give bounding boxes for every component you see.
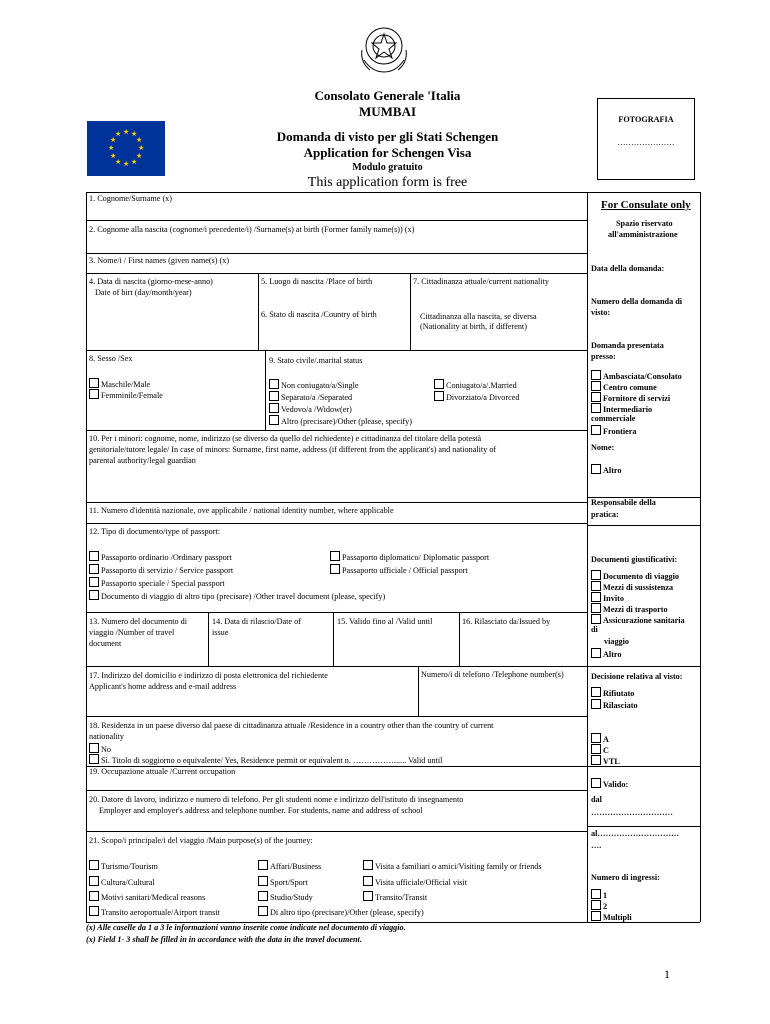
form-free-it: Modulo gratuito [352, 162, 423, 173]
svg-text:★: ★ [108, 144, 115, 152]
field-residence-label-2: nationality [89, 732, 125, 741]
marital-widow-text: Vedovo/a /Widow(er) [281, 405, 352, 414]
sidebar-border-option[interactable] [591, 425, 637, 438]
sidebar-other-checkbox[interactable] [591, 464, 601, 474]
marital-divorced-option[interactable] [434, 391, 519, 404]
sidebar-name: Nome: [591, 443, 615, 452]
sidebar-embassy-checkbox[interactable] [591, 370, 601, 380]
field-birth-country-label: 6. Stato di nascita /Country of birth [261, 310, 377, 319]
svg-text:★: ★ [110, 152, 117, 160]
sidebar-officer-2: pratica: [591, 510, 619, 519]
photo-dots: ………………… [617, 137, 675, 147]
field-issued-by-label: 16. Rilasciato da/Issued by [462, 617, 551, 626]
sidebar-issued-text: Rilasciato [603, 701, 638, 710]
form-title-en: Application for Schengen Visa [303, 145, 472, 160]
svg-text:★: ★ [136, 136, 143, 144]
marital-other-option[interactable] [269, 415, 412, 428]
sex-female-checkbox[interactable] [89, 389, 99, 399]
field-address-label: 17. Indirizzo del domicilio e indirizzo di posta elettronica del richiedente [89, 671, 328, 680]
marital-widow-checkbox[interactable] [269, 403, 279, 413]
residence-yes-option[interactable] [89, 754, 442, 767]
doc-other-option[interactable] [89, 590, 385, 603]
field-document-type-label: 12. Tipo di documento/type of passport: [89, 527, 220, 536]
field-nationality-label: 7. Cittadinanza attuale/current nationality [413, 277, 549, 286]
photo-box[interactable] [597, 98, 695, 180]
sidebar-entries-1-text: 1 [603, 891, 608, 900]
sidebar-refused-text: Rifiutato [603, 689, 635, 698]
sidebar-intermediary-2: commerciale [591, 414, 636, 423]
field-occupation-label: 19. Occupazione attuale /Current occupation [89, 767, 236, 776]
purpose-family-checkbox[interactable] [363, 860, 373, 870]
purpose-cultural-text: Cultura/Cultural [101, 878, 155, 887]
sidebar-other-option[interactable] [591, 464, 622, 477]
footnote-en: (x) Field 1- 3 shall be filled in in accordance with the data in the travel document. [86, 935, 362, 944]
sidebar-submitted: Domanda presentata [591, 341, 664, 350]
svg-text:★: ★ [138, 144, 145, 152]
sidebar-service-provider-text: Fornitore di servizi [603, 394, 671, 403]
doc-official-text: Passaporto ufficiale / Official passport [342, 566, 468, 575]
residence-no-text: No [101, 745, 112, 754]
sidebar-valid-from: dal [591, 795, 602, 804]
sidebar-application-number-2: visto: [591, 308, 611, 317]
field-marital-label: 9. Stato civile/.marital status [269, 356, 363, 365]
svg-text:★: ★ [131, 158, 138, 166]
form-title-it: Domanda di visto per gli Stati Schengen [276, 129, 499, 144]
doc-special-text: Passaporto speciale / Special passport [101, 579, 225, 588]
field-employer-label: 20. Datore di lavoro, indirizzo e numero di telefono. Per gli studenti nome e indirizzo dell'istituto di insegnamento [89, 795, 464, 804]
sidebar-application-date: Data della domanda: [591, 264, 665, 273]
doc-diplomatic-option[interactable] [330, 551, 489, 564]
marital-other-text: Altro (precisare)/Other (please, specify) [281, 417, 412, 426]
sidebar-transport-checkbox[interactable] [591, 603, 601, 613]
purpose-sport-text: Sport/Sport [270, 878, 308, 887]
field-sex-label: 8. Sesso /Sex [89, 354, 133, 363]
field-phone-label: Numero/i di telefono /Telephone number(s) [421, 670, 564, 679]
svg-text:★: ★ [123, 160, 130, 168]
sidebar-invite-text: Invito [603, 594, 624, 603]
doc-official-checkbox[interactable] [330, 564, 340, 574]
sidebar-issued-checkbox[interactable] [591, 699, 601, 709]
sidebar-entries-multi-option[interactable] [591, 911, 632, 924]
footnote-it: (x) Alle caselle da 1 a 3 le informazioni vanno inserite come indicate nel documento di viaggio. [86, 923, 406, 932]
field-surname-label: 1. Cognome/Surname (x) [89, 194, 172, 203]
sidebar-visa-vtl-option[interactable] [591, 755, 620, 768]
purpose-transit-checkbox[interactable] [363, 891, 373, 901]
purpose-medical-option[interactable] [89, 891, 205, 904]
purpose-cultural-checkbox[interactable] [89, 876, 99, 886]
purpose-family-text: Visita a familiari o amici/Visiting family or friends [375, 862, 542, 871]
purpose-official-text: Visita ufficiale/Official visit [375, 878, 467, 887]
purpose-official-checkbox[interactable] [363, 876, 373, 886]
sidebar-docs-other-text: Altro [603, 650, 622, 659]
sidebar-valid-to: al………………………… [591, 829, 680, 838]
purpose-medical-checkbox[interactable] [89, 891, 99, 901]
marital-other-checkbox[interactable] [269, 415, 279, 425]
field-nationality-birth-label-en: (Nationality at birth, if different) [420, 322, 527, 331]
sidebar-insurance-2: di [591, 625, 598, 634]
doc-diplomatic-text: Passaporto diplomatico/ Diplomatic passport [342, 553, 490, 562]
sidebar-insurance-text: Assicurazione sanitaria [603, 616, 685, 625]
purpose-study-text: Studio/Study [270, 893, 313, 902]
marital-divorced-checkbox[interactable] [434, 391, 444, 401]
purpose-sport-option[interactable] [258, 876, 308, 889]
sidebar-title: For Consulate only [601, 199, 691, 211]
purpose-airport-transit-text: Transito aeroportuale/Airport transit [101, 908, 220, 917]
sidebar-submitted-2: presso: [591, 352, 616, 361]
marital-widow-option[interactable] [269, 403, 352, 416]
purpose-tourism-text: Turismo/Tourism [101, 862, 158, 871]
doc-service-checkbox[interactable] [89, 564, 99, 574]
svg-text:★: ★ [110, 136, 117, 144]
sidebar-application-number: Numero della domanda di [591, 297, 683, 306]
purpose-sport-checkbox[interactable] [258, 876, 268, 886]
purpose-airport-transit-checkbox[interactable] [89, 906, 99, 916]
sidebar-visa-vtl-checkbox[interactable] [591, 755, 601, 765]
marital-married-checkbox[interactable] [434, 379, 444, 389]
sidebar-valid-option[interactable] [591, 778, 628, 791]
field-issue-date-label-2: issue [212, 628, 229, 637]
doc-ordinary-text: Passaporto ordinario /Ordinary passport [101, 553, 232, 562]
sidebar-entries: Numero di ingressi: [591, 873, 660, 882]
purpose-cultural-option[interactable] [89, 876, 155, 889]
sidebar-insurance-3: viaggio [604, 637, 630, 646]
residence-no-checkbox[interactable] [89, 743, 99, 753]
sidebar-valid-to-dots: …. [591, 841, 602, 850]
field-issue-date-label: 14. Data di rilascio/Date of [212, 617, 301, 626]
page-number: 1 [664, 967, 670, 981]
purpose-business-checkbox[interactable] [258, 860, 268, 870]
sidebar-border-checkbox[interactable] [591, 425, 601, 435]
field-birthplace-label: 5. Luogo di nascita /Place of birth [261, 277, 373, 286]
sidebar-valid-from-dots: ………………………… [591, 808, 673, 817]
field-residence-label: 18. Residenza in un paese diverso dal paese di cittadinanza attuale /Residence in a country other than the country of current [89, 721, 494, 730]
sidebar-refused-option[interactable] [591, 687, 634, 700]
purpose-business-option[interactable] [258, 860, 321, 873]
field-purpose-label: 21. Scopo/i principale/i del viaggio /Main purpose(s) of the journey: [89, 836, 313, 845]
doc-service-option[interactable] [89, 564, 233, 577]
sidebar-entries-2-text: 2 [603, 902, 608, 911]
sidebar-reserved-2: all'amministrazione [608, 230, 678, 239]
sidebar-entries-1-checkbox[interactable] [591, 889, 601, 899]
doc-special-checkbox[interactable] [89, 577, 99, 587]
sidebar-common-centre-text: Centro comune [603, 383, 657, 392]
sidebar-documents: Documenti giustificativi: [591, 555, 678, 564]
sidebar-reserved: Spazio riservato [616, 219, 673, 228]
purpose-official-option[interactable] [363, 876, 467, 889]
residence-yes-checkbox[interactable] [89, 754, 99, 764]
sidebar-valid-text: Valido: [603, 780, 629, 789]
purpose-medical-text: Motivi sanitari/Medical reasons [101, 893, 206, 902]
sex-female-option[interactable] [89, 389, 163, 402]
sex-male-text: Maschile/Male [101, 380, 151, 389]
residence-yes-text: Sì. Titolo di soggiorno o equivalente/ Yes, Residence permit or equivalent n. ……………...... Valid until [101, 756, 443, 765]
sidebar-invite-checkbox[interactable] [591, 592, 601, 602]
field-doc-number-label: 13. Numero del documento di [89, 617, 188, 626]
field-valid-until-label: 15. Valido fino al /Valid until [337, 617, 433, 626]
sidebar-visa-vtl-text: VTL [603, 757, 620, 766]
marital-single-option[interactable] [269, 379, 359, 392]
sidebar-means-text: Mezzi di sussistenza [603, 583, 674, 592]
purpose-business-text: Affari/Business [270, 862, 322, 871]
marital-separated-text: Separato/a /Separated [281, 393, 353, 402]
field-employer-label-2: Employer and employer's address and telephone number. For students, name and address of school [99, 806, 423, 815]
consulate-city: MUMBAI [358, 104, 417, 119]
sidebar-visa-c-text: C [603, 746, 609, 755]
sex-male-checkbox[interactable] [89, 378, 99, 388]
field-minors-label-2: genitoriale/tutore legale/ In case of minors: Surname, first name, address (if different from the applicant's) and nationality of [89, 445, 497, 454]
sidebar-embassy-text: Ambasciata/Consolato [603, 372, 682, 381]
purpose-other-text: Di altro tipo (precisare)/Other (please, specify) [270, 908, 424, 917]
svg-text:★: ★ [136, 152, 143, 160]
sidebar-visa-c-checkbox[interactable] [591, 744, 601, 754]
field-minors-label-3: parental authority/legal guardian [89, 456, 196, 465]
doc-other-checkbox[interactable] [89, 590, 99, 600]
sidebar-transport-text: Mezzi di trasporto [603, 605, 668, 614]
sidebar-travel-doc-text: Documento di viaggio [603, 572, 679, 581]
marital-married-option[interactable] [434, 379, 517, 392]
sidebar-visa-a-checkbox[interactable] [591, 733, 601, 743]
doc-diplomatic-checkbox[interactable] [330, 551, 340, 561]
field-doc-number-label-3: document [89, 639, 122, 648]
sidebar-insurance-checkbox[interactable] [591, 614, 601, 624]
field-birthdate-label-en: Date of birt (day/month/year) [95, 288, 192, 297]
consulate-name: Consolato Generale 'Italia [314, 88, 461, 103]
field-minors-label: 10. Per i minori: cognome, nome, indirizzo (se diverso da quello del richiedente) e cittadinanza del titolare della potestà [89, 434, 482, 443]
doc-ordinary-checkbox[interactable] [89, 551, 99, 561]
field-national-id-label: 11. Numero d'identità nazionale, ove applicabile / national identity number, where applicable [89, 506, 394, 515]
sidebar-other-text: Altro [603, 466, 622, 475]
purpose-other-option[interactable] [258, 906, 424, 919]
doc-special-option[interactable] [89, 577, 225, 590]
purpose-airport-transit-option[interactable] [89, 906, 220, 919]
marital-divorced-text: Divorziato/a Divorced [446, 393, 520, 402]
marital-married-text: Coniugato/a/.Married [446, 381, 517, 390]
doc-other-text: Documento di viaggio di altro tipo (precisare) /Other travel document (please, specify) [101, 592, 386, 601]
marital-single-checkbox[interactable] [269, 379, 279, 389]
svg-text:★: ★ [131, 130, 138, 138]
sex-female-text: Femminile/Female [101, 391, 163, 400]
marital-separated-option[interactable] [269, 391, 352, 404]
purpose-tourism-option[interactable] [89, 860, 158, 873]
doc-ordinary-option[interactable] [89, 551, 232, 564]
sidebar-entries-multi-checkbox[interactable] [591, 911, 601, 921]
sidebar-service-provider-checkbox[interactable] [591, 392, 601, 402]
svg-text:★: ★ [123, 128, 130, 136]
purpose-study-option[interactable] [258, 891, 313, 904]
sidebar-border-text: Frontiera [603, 427, 637, 436]
sidebar-docs-other-option[interactable] [591, 648, 622, 661]
field-birthdate-label: 4. Data di nascita (giorno-mese-anno) [89, 277, 213, 286]
purpose-family-option[interactable] [363, 860, 542, 873]
sidebar-entries-2-checkbox[interactable] [591, 900, 601, 910]
sidebar-docs-other-checkbox[interactable] [591, 648, 601, 658]
sidebar-intermediary-checkbox[interactable] [591, 403, 601, 413]
doc-official-option[interactable] [330, 564, 468, 577]
field-doc-number-label-2: viaggio /Number of travel [89, 628, 175, 637]
sidebar-refused-checkbox[interactable] [591, 687, 601, 697]
marital-separated-checkbox[interactable] [269, 391, 279, 401]
field-nationality-birth-label: Cittadinanza alla nascita, se diversa [420, 312, 537, 321]
sidebar-insurance-option[interactable] [591, 614, 685, 627]
doc-service-text: Passaporto di servizio / Service passport [101, 566, 234, 575]
form-free-en: This application form is free [307, 175, 468, 190]
purpose-transit-option[interactable] [363, 891, 427, 904]
sidebar-travel-doc-checkbox[interactable] [591, 570, 601, 580]
sidebar-intermediary-text: Intermediario [603, 405, 653, 414]
sidebar-visa-a-text: A [603, 735, 609, 744]
form-header [220, 88, 555, 191]
purpose-study-checkbox[interactable] [258, 891, 268, 901]
sidebar-means-checkbox[interactable] [591, 581, 601, 591]
sidebar-issued-option[interactable] [591, 699, 638, 712]
purpose-transit-text: Transito/Transit [375, 893, 428, 902]
sidebar-officer: Responsabile della [591, 498, 656, 507]
purpose-other-checkbox[interactable] [258, 906, 268, 916]
svg-text:★: ★ [115, 158, 122, 166]
photo-label: FOTOGRAFIA [618, 115, 674, 124]
sidebar-entries-multi-text: Multipli [603, 913, 632, 922]
sidebar-decision: Decisione relativa al visto: [591, 672, 683, 681]
field-surname-birth-label: 2. Cognome alla nascita (cognome/i precedente/i) /Surname(s) at birth (Former family name(s)) (x) [89, 225, 415, 234]
svg-text:★: ★ [115, 130, 122, 138]
eu-flag-icon [87, 121, 165, 176]
field-address-label-2: Applicant's home address and e-mail address [89, 682, 237, 691]
sidebar-valid-checkbox[interactable] [591, 778, 601, 788]
sidebar-common-centre-checkbox[interactable] [591, 381, 601, 391]
field-first-names-label: 3. Nome/i / First names (given name(s) (x) [89, 256, 230, 265]
italian-emblem-icon [358, 20, 410, 78]
purpose-tourism-checkbox[interactable] [89, 860, 99, 870]
marital-single-text: Non coniugato/a/Single [281, 381, 359, 390]
